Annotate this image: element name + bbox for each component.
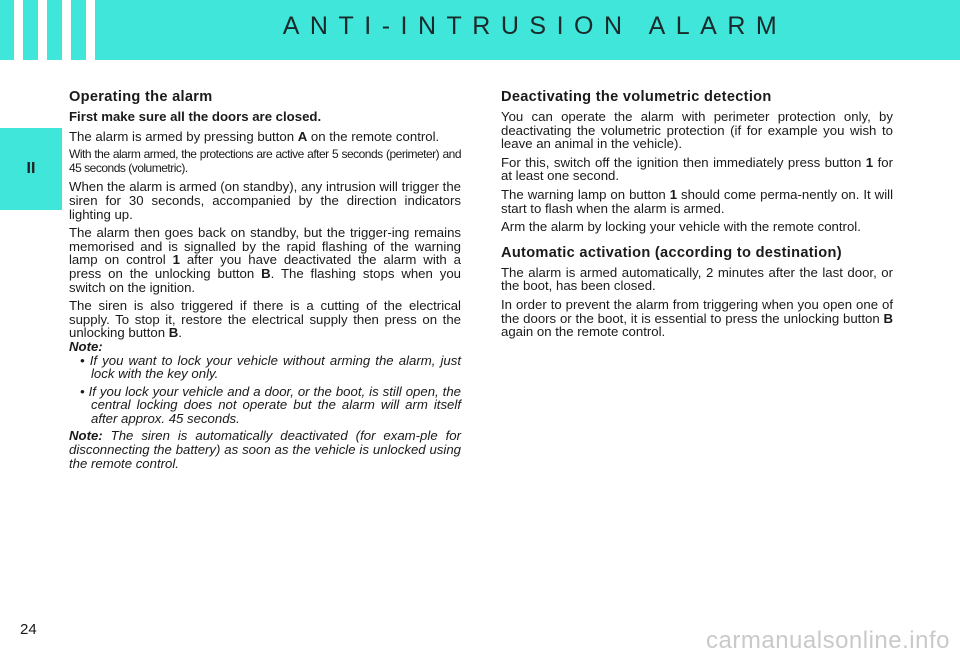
header-stripe — [86, 0, 95, 60]
paragraph: The warning lamp on button 1 should come perma-nently on. It will start to flash when the alarm is armed. — [501, 186, 893, 216]
section-heading-operating: Operating the alarm — [69, 89, 213, 105]
lead-text: First make sure all the doors are closed. — [69, 109, 322, 124]
paragraph: The alarm is armed by pressing button A on the remote control. — [69, 128, 440, 144]
section-heading-automatic: Automatic activation (according to destination) — [501, 244, 842, 261]
paragraph: In order to prevent the alarm from triggering when you open one of the doors or the boot, it is essential to press the unlocking button B again on the remote control. — [501, 296, 893, 340]
page-title: ANTI-INTRUSION ALARM — [282, 12, 788, 40]
note-paragraph: Note: The siren is automatically deactivated (for exam-ple for disconnecting the battery) as soon as the vehicle is unlocked using the remote control. — [69, 428, 461, 471]
watermark: carmanualsonline.info — [706, 627, 950, 654]
header-stripe — [62, 0, 71, 60]
header-stripe — [14, 0, 23, 60]
paragraph: Arm the alarm by locking your vehicle with the remote control. — [501, 219, 861, 235]
paragraph: With the alarm armed, the protections are active after 5 seconds (perimeter) and 45 seconds (volumetric). — [69, 147, 461, 175]
header-stripe — [38, 0, 47, 60]
paragraph: When the alarm is armed (on standby), any intrusion will trigger the siren for 30 seconds, accompanied by the direction indicators lighting up. — [69, 179, 461, 222]
section-tab: II — [0, 128, 62, 210]
right-column — [501, 89, 893, 344]
paragraph: The siren is also triggered if there is a cutting of the electrical supply. To stop it, restore the electrical supply then press on the unlocking button B. — [69, 298, 461, 341]
paragraph: You can operate the alarm with perimeter protection only, by deactivating the volumetric protection (if for example you wish to leave an animal in the vehicle). — [501, 109, 893, 152]
note-bullet: • If you lock your vehicle and a door, or the boot, is still open, the central locking does not operate but the alarm will arm itself after approx. 45 seconds. — [80, 383, 461, 426]
paragraph: The alarm then goes back on standby, but the trigger-ing remains memorised and is signalled by the rapid flashing of the warning lamp on control 1 after you have deactivated the alarm with a press on the unlocking button B. The flashing stops when you switch on the ignition. — [69, 225, 462, 295]
note-label: Note: — [69, 338, 103, 354]
note-bullet: • If you want to lock your vehicle without arming the alarm, just lock with the key only. — [80, 352, 461, 382]
header-band — [0, 0, 960, 60]
page-number: 24 — [20, 621, 37, 638]
left-column — [69, 89, 461, 475]
paragraph: For this, switch off the ignition then immediately press button 1 for at least one second. — [501, 154, 893, 184]
section-heading-deactivating: Deactivating the volumetric detection — [501, 89, 772, 105]
paragraph: The alarm is armed automatically, 2 minutes after the last door, or the boot, has been closed. — [501, 264, 893, 294]
